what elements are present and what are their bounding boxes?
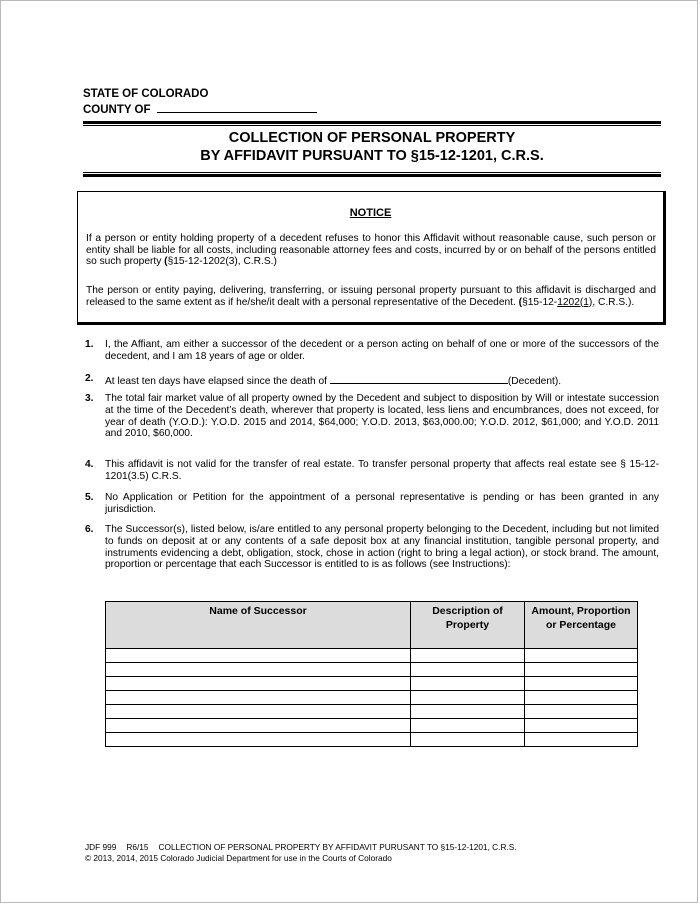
successor-name-cell[interactable]	[106, 677, 411, 691]
form-footer	[85, 842, 517, 864]
column-header-amount: Amount, Proportion or Percentage	[525, 602, 638, 649]
description-cell[interactable]	[411, 719, 525, 733]
description-cell[interactable]	[411, 677, 525, 691]
notice-p2-ref-u: 1202(1)	[557, 296, 593, 308]
description-cell[interactable]	[411, 705, 525, 719]
item-text: This affidavit is not valid for the transfer of real estate. To transfer personal property that affects real estate see § 15-12-1201(3.5) C.R.S.	[105, 459, 659, 482]
notice-p2-paren: (	[518, 296, 523, 308]
item-text: I, the Affiant, am either a successor of the decedent or a person acting on behalf of one or more of the successors of the decedent, and I am 18 years of age or older.	[105, 339, 659, 362]
notice-box	[77, 191, 666, 325]
jurisdiction-header	[83, 87, 317, 117]
notice-paragraph-2	[86, 285, 656, 308]
county-label: COUNTY OF	[83, 104, 151, 116]
table-row	[106, 677, 638, 691]
successor-name-cell[interactable]	[106, 733, 411, 747]
amount-cell[interactable]	[525, 691, 638, 705]
state-label: STATE OF COLORADO	[83, 88, 209, 100]
notice-p2-text: The person or entity paying, delivering, transferring, or issuing personal property pursuant to this affidavit is discharged and released to the same extent as if he/she/it dealt with a personal representative of the Decedent.	[86, 285, 656, 308]
notice-p1-ref: §15-12-1202(3), C.R.S.)	[167, 256, 277, 268]
item-text: The total fair market value of all property owned by the Decedent and subject to disposition by Will or intestate succession at the time of the Decedent’s death, wherever that property is located, less liens and encumbrances, does not exceed, for year of death (Y.O.D.): Y.O.D. 2015 and 2014, $64,000; Y.O.D. 2013, $63,000.00; Y.O.D. 2012, $61,000; and Y.O.D. 2011 and 2010, $60,000.	[105, 393, 659, 440]
form-title	[83, 129, 661, 165]
title-rule-bottom	[83, 174, 661, 177]
notice-p1-text: If a person or entity holding property of a decedent refuses to honor this Affidavit without reasonable cause, such person or entity shall be liable for all costs, including reasonable attorney fees and costs, incurred by or on behalf of the persons entitled so such property	[86, 233, 656, 268]
title-rule-top-thin	[83, 125, 661, 126]
table-row	[106, 719, 638, 733]
footer-title: COLLECTION OF PERSONAL PROPERTY BY AFFIDAVIT PURUSANT TO §15-12-1201, C.R.S.	[158, 842, 517, 852]
county-field[interactable]	[157, 101, 317, 113]
description-cell[interactable]	[411, 733, 525, 747]
successor-name-cell[interactable]	[106, 649, 411, 663]
description-cell[interactable]	[411, 649, 525, 663]
title-line-2: BY AFFIDAVIT PURSUANT TO §15-12-1201, C.R.S.	[200, 148, 544, 164]
notice-p1-paren: (	[164, 256, 168, 268]
table-row	[106, 691, 638, 705]
item-2-pre: At least ten days have elapsed since the death of	[105, 376, 330, 387]
column-header-description: Description of Property	[411, 602, 525, 649]
item-text: The Successor(s), listed below, is/are entitled to any personal property belonging to the Decedent, including but not limited to funds on deposit at or any contents of a safe deposit box at any financial institution, tangible personal property, and instruments evidencing a debt, obligation, stock, chose in action (right to bring a legal action), or stock brand. The amount, proportion or percentage that each Successor is entitled to is as follows (see Instructions):	[105, 524, 659, 571]
decedent-name-field[interactable]	[330, 373, 508, 384]
title-rule-bottom-thin	[83, 172, 661, 173]
notice-heading: NOTICE	[349, 207, 392, 219]
table-row	[106, 649, 638, 663]
successor-table	[105, 601, 638, 747]
county-row	[83, 101, 317, 117]
item-number: 1.	[85, 339, 94, 350]
amount-cell[interactable]	[525, 663, 638, 677]
item-number: 4.	[85, 459, 94, 470]
successor-name-cell[interactable]	[106, 663, 411, 677]
item-text: No Application or Petition for the appointment of a personal representative is pending or has been granted in any jurisdiction.	[105, 492, 659, 515]
table-row	[106, 733, 638, 747]
footer-copyright: © 2013, 2014, 2015 Colorado Judicial Department for use in the Courts of Colorado	[85, 853, 392, 863]
amount-cell[interactable]	[525, 719, 638, 733]
table-body	[106, 649, 638, 747]
title-rule-top	[83, 121, 661, 124]
successor-name-cell[interactable]	[106, 719, 411, 733]
table-row	[106, 663, 638, 677]
item-text	[105, 373, 659, 388]
amount-cell[interactable]	[525, 677, 638, 691]
amount-cell[interactable]	[525, 649, 638, 663]
amount-cell[interactable]	[525, 705, 638, 719]
form-code: JDF 999	[85, 842, 117, 852]
item-number: 5.	[85, 492, 94, 503]
item-number: 3.	[85, 393, 94, 404]
item-number: 2.	[85, 373, 94, 384]
title-line-1: COLLECTION OF PERSONAL PROPERTY	[228, 130, 516, 146]
description-cell[interactable]	[411, 691, 525, 705]
form-revision: R6/15	[126, 842, 149, 852]
notice-p2-ref-b: , C.R.S.).	[592, 296, 635, 308]
successor-name-cell[interactable]	[106, 691, 411, 705]
table-header-row	[106, 602, 638, 649]
footer-line-1	[85, 842, 517, 853]
amount-cell[interactable]	[525, 733, 638, 747]
item-2-post: (Decedent).	[507, 376, 562, 387]
successor-name-cell[interactable]	[106, 705, 411, 719]
item-number: 6.	[85, 524, 94, 535]
notice-paragraph-1	[86, 233, 656, 268]
notice-p2-ref-a: §15-12-	[522, 296, 558, 308]
description-cell[interactable]	[411, 663, 525, 677]
table-row	[106, 705, 638, 719]
column-header-name: Name of Successor	[106, 602, 411, 649]
